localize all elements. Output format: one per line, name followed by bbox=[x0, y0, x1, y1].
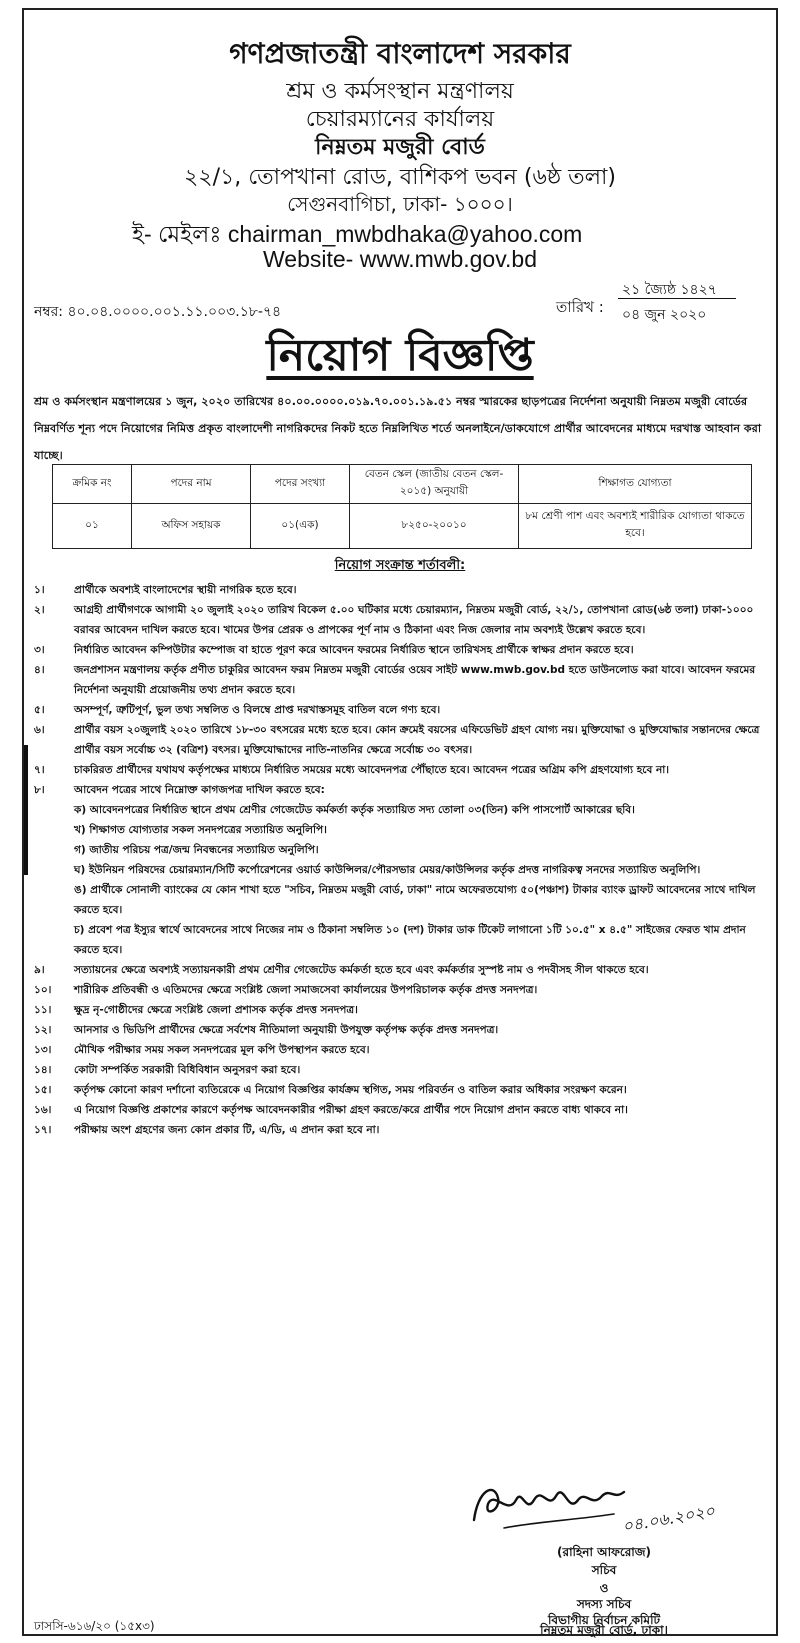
vacancy-table bbox=[52, 464, 752, 549]
ministry-name: শ্রম ও কর্মসংস্থান মন্ত্রণালয় bbox=[286, 79, 514, 104]
term-text bbox=[74, 780, 764, 960]
signature-date: ০৪.০৬.২০২০ bbox=[620, 1501, 717, 1536]
signer-title-2: সদস্য সচিব bbox=[576, 1597, 632, 1611]
list-item bbox=[34, 1060, 764, 1080]
term-number: ১৩। bbox=[34, 1044, 52, 1056]
cell-post-name: অফিস সহায়ক bbox=[132, 504, 251, 549]
date-divider bbox=[618, 298, 736, 299]
list-item bbox=[34, 1100, 764, 1120]
list-item bbox=[34, 760, 764, 780]
address-line-2: সেগুনবাগিচা, ঢাকা- ১০০০। bbox=[287, 192, 513, 216]
footer-reference: ঢাসসি-৬১৬/২০ (১৫x৩) bbox=[34, 1619, 155, 1633]
board-name: নিম্নতম মজুরী বোর্ড bbox=[315, 135, 485, 160]
cell-serial: ০১ bbox=[53, 504, 132, 549]
list-item bbox=[34, 1020, 764, 1040]
list-item bbox=[34, 1120, 764, 1140]
sub-item: চ) প্রবেশ পত্র ইস্যুর স্বার্থে আবেদনের সাথে নিজের নাম ও ঠিকানা সম্বলিত ১০ (দশ) টাকার ডাক টিকেট লাগানো ১টি ১০.৫" x ৪.৫" সাইজের ফেরত খাম প্রদান করতে হবে। bbox=[74, 924, 746, 956]
signer-name: (রাহিনা আফরোজ) bbox=[556, 1545, 651, 1559]
list-item bbox=[34, 960, 764, 980]
term-number: ৭। bbox=[34, 764, 45, 776]
term-number: ১৬। bbox=[34, 1104, 52, 1116]
notice-page bbox=[22, 8, 778, 1636]
list-item bbox=[34, 640, 764, 660]
term-text: মৌখিক পরীক্ষার সময় সকল সনদপত্রের মূল কপি উপস্থাপন করতে হবে। bbox=[74, 1044, 370, 1056]
term-number: ১০। bbox=[34, 984, 52, 996]
term-text: আগ্রহী প্রার্থীগণকে আগামী ২০ জুলাই ২০২০ তারিখ বিকেল ৫.০০ ঘটিকার মধ্যে চেয়ারম্যান, নিম্নতম মজুরী বোর্ড, ২২/১, তোপখানা রোড(৬ষ্ঠ তলা) ঢাকা-১০০০ বরাবর আবেদন দাখিল করতে হবে। খামের উপর প্রেরক ও প্রাপকের পূর্ণ নাম ও ঠিকানা এবং নিজ জেলার নাম অবশ্যই উল্লেখ করতে হবে। bbox=[74, 604, 754, 636]
term-number: ১২। bbox=[34, 1024, 52, 1036]
term-text: জনপ্রশাসন মন্ত্রণালয় কর্তৃক প্রণীত চাকুরির আবেদন ফরম নিম্নতম মজুরী বোর্ডের ওয়েব সাইট www.mwb.gov.bd হতে ডাউনলোড করা যাবে। আবেদন ফরমের নির্দেশনা অনুযায়ী প্রয়োজনীয় তথ্য প্রদান করতে হবে। bbox=[74, 664, 756, 696]
term-number: ১। bbox=[34, 584, 45, 596]
term-text: চাকরিরত প্রার্থীদের যথাযথ কর্তৃপক্ষের মাধ্যমে নির্ধারিত সময়ের মধ্যে আবেদনপত্র পৌঁছাতে হবে। আবেদন পত্রের অগ্রিম কপি গ্রহণযোগ্য হবে না। bbox=[74, 764, 670, 776]
term-number: ৯। bbox=[34, 964, 45, 976]
list-item bbox=[34, 580, 764, 600]
sub-item: ঘ) ইউনিয়ন পরিষদের চেয়ারম্যান/সিটি কর্পোরেশনের ওয়ার্ড কাউন্সিলর/পৌরসভার মেয়র/কাউন্সিলর কর্তৃক প্রদত্ত নাগরিকত্ব সনদের সত্যায়িত অনুলিপি। bbox=[74, 864, 701, 876]
term-number: ৫। bbox=[34, 704, 45, 716]
term-number: ৮। bbox=[34, 784, 45, 796]
list-item bbox=[34, 1040, 764, 1060]
signature-image bbox=[464, 1470, 634, 1540]
sub-item: খ) শিক্ষাগত যোগ্যতার সকল সনদপত্রের সত্যায়িত অনুলিপি। bbox=[74, 824, 327, 836]
sub-item: ক) আবেদনপত্রের নির্ধারিত স্থানে প্রথম শ্রেণীর গেজেটেড কর্মকর্তা কর্তৃক সত্যায়িত সদ্য তোলা ০৩(তিন) কপি পাসপোর্ট আকারের ছবি। bbox=[74, 804, 635, 816]
date-bangla: ২১ জ্যৈষ্ঠ ১৪২৭ bbox=[622, 282, 717, 298]
gov-heading: গণপ্রজাতন্ত্রী বাংলাদেশ সরকার bbox=[229, 37, 571, 70]
sub-item: গ) জাতীয় পরিচয় পত্র/জন্ম নিবন্ধনের সত্যায়িত অনুলিপি। bbox=[74, 844, 319, 856]
cell-pay-scale: ৮২৫০-২০০১০ bbox=[350, 504, 519, 549]
term-text: ক্ষুদ্র নৃ-গোষ্ঠীদের ক্ষেত্রে সংশ্লিষ্ট জেলা প্রশাসক কর্তৃক প্রদত্ত সনদপত্র। bbox=[74, 1004, 358, 1016]
signer-title: সচিব bbox=[591, 1563, 617, 1577]
col-post-count: পদের সংখ্যা bbox=[251, 465, 350, 504]
list-item bbox=[34, 660, 764, 700]
term-number: ৩। bbox=[34, 644, 45, 656]
col-qualification: শিক্ষাগত যোগ্যতা bbox=[519, 465, 752, 504]
col-serial: ক্রমিক নং bbox=[53, 465, 132, 504]
list-item bbox=[34, 720, 764, 760]
terms-heading: নিয়োগ সংক্রান্ত শর্তাবলী: bbox=[334, 558, 466, 573]
table-row bbox=[53, 504, 752, 549]
term-text: শারীরিক প্রতিবন্ধী ও এতিমদের ক্ষেত্রে সংশ্লিষ্ট জেলা সমাজসেবা কার্যালয়ের উপপরিচালক কর্তৃক প্রদত্ত সনদপত্র। bbox=[74, 984, 538, 996]
list-item bbox=[34, 1000, 764, 1020]
scan-edge-mark bbox=[24, 745, 28, 875]
col-post-name: পদের নাম bbox=[132, 465, 251, 504]
signer-org: নিম্নতম মজুরী বোর্ড, ঢাকা। bbox=[540, 1623, 668, 1637]
signature-block bbox=[454, 1470, 774, 1630]
term-text: নির্ধারিত আবেদন কম্পিউটার কম্পোজ বা হাতে পূরণ করে আবেদন ফরমের নির্ধারিত স্থানে তারিখসহ প্রার্থীকে স্বাক্ষর প্রদান করতে হবে। bbox=[74, 644, 634, 656]
memo-number: নম্বর: ৪০.০৪.০০০০.০০১.১১.০০৩.১৮-৭৪ bbox=[34, 304, 282, 320]
terms-list bbox=[34, 580, 764, 1140]
term-text: কর্তৃপক্ষ কোনো কারণ দর্শানো ব্যতিরেকে এ নিয়োগ বিজ্ঞপ্তির কার্যক্রম স্থগিত, সময় পরিবর্তন ও বাতিল করার অধিকার সংরক্ষণ করেন। bbox=[74, 1084, 627, 1096]
date-label: তারিখ : bbox=[556, 298, 604, 316]
address-line-1: ২২/১, তোপখানা রোড, বাশিকপ ভবন (৬ষ্ঠ তলা) bbox=[183, 165, 617, 190]
office-name: চেয়ারম্যানের কার্যালয় bbox=[305, 107, 495, 132]
signer-committee: বিভাগীয় নির্বাচন কমিটি bbox=[547, 1613, 661, 1627]
intro-paragraph: শ্রম ও কর্মসংস্থান মন্ত্রণালয়ের ১ জুন, ২০২০ তারিখের ৪০.০০.০০০০.০১৯.৭০.০০১.১৯.৫১ নম্বর স্মারকের ছাড়পত্রের নির্দেশনা অনুযায়ী নিম্নতম মজুরী বোর্ডের নিম্নবর্ণিত শূন্য পদে নিয়োগের নিমিত্ত প্রকৃত বাংলাদেশী নাগরিকদের নিকট হতে নিম্নলিখিত শর্তে অনলাইনে/ডাকযোগে প্রার্থীর আবেদনের মাধ্যমে দরখাস্ত আহবান করা যাচ্ছে। bbox=[34, 395, 762, 462]
date-english: ০৪ জুন ২০২০ bbox=[622, 307, 707, 323]
term-number: ১৪। bbox=[34, 1064, 52, 1076]
table-header-row bbox=[53, 465, 752, 504]
term-number: ১৭। bbox=[34, 1124, 52, 1136]
term-text: অসম্পূর্ণ, ত্রুটিপূর্ণ, ভুল তথ্য সম্বলিত ও বিলম্বে প্রাপ্ত দরখাস্তসমূহ বাতিল বলে গণ্য হবে। bbox=[74, 704, 441, 716]
term-number: ২। bbox=[34, 604, 45, 616]
term-text: কোটা সম্পর্কিত সরকারী বিধিবিধান অনুসরণ করা হবে। bbox=[74, 1064, 301, 1076]
list-item bbox=[34, 700, 764, 720]
term-text: এ নিয়োগ বিজ্ঞপ্তি প্রকাশের কারণে কর্তৃপক্ষ আবেদনকারীর পরীক্ষা গ্রহণ করতে/করে প্রার্থীর পদে নিয়োগ প্রদান করতে বাধ্য থাকবে না। bbox=[74, 1104, 628, 1116]
sub-item: ঙ) প্রার্থীকে সোনালী ব্যাংকের যে কোন শাখা হতে "সচিব, নিম্নতম মজুরী বোর্ড, ঢাকা" নামে অফেরতযোগ্য ৫০(পঞ্চাশ) টাকার ব্যাংক ড্রাফট আবেদনের সাথে দাখিল করতে হবে। bbox=[74, 884, 756, 916]
term-text: প্রার্থীর বয়স ২০জুলাই ২০২০ তারিখে ১৮-৩০ বৎসরের মধ্যে হতে হবে। কোন ক্রমেই বয়সের এফিডেভিট গ্রহণ যোগ্য নয়। মুক্তিযোদ্ধা ও মুক্তিযোদ্ধার সন্তানদের ক্ষেত্রে প্রার্থীর বয়স সর্বোচ্চ ৩২ (বত্রিশ) বৎসর। মুক্তিযোদ্ধাদের নাতি-নাতনির ক্ষেত্রে সর্বোচ্চ ৩০ বৎসর। bbox=[74, 724, 760, 756]
term-number: ১১। bbox=[34, 1004, 52, 1016]
term-text: সত্যায়নের ক্ষেত্রে অবশ্যই সত্যায়নকারী প্রথম শ্রেণীর গেজেটেড কর্মকর্তা হতে হবে এবং কর্মকর্তার সুস্পষ্ট নাম ও পদবীসহ সীল থাকতে হবে। bbox=[74, 964, 649, 976]
list-item bbox=[34, 1080, 764, 1100]
term-text: আনসার ও ভিডিপি প্রার্থীদের ক্ষেত্রে সর্বশেষ নীতিমালা অনুযায়ী উপযুক্ত কর্তৃপক্ষ কর্তৃক প্রদত্ত সনদপত্র। bbox=[74, 1024, 499, 1036]
email-line: ই- মেইলঃ chairman_mwbdhaka@yahoo.com bbox=[132, 221, 583, 247]
term-number: ১৫। bbox=[34, 1084, 52, 1096]
website-line: Website- www.mwb.gov.bd bbox=[263, 246, 537, 272]
col-pay-scale: বেতন স্কেল (জাতীয় বেতন স্কেল- ২০১৫) অনুযায়ী bbox=[350, 465, 519, 504]
term-text: প্রার্থীকে অবশ্যই বাংলাদেশের স্থায়ী নাগরিক হতে হবে। bbox=[74, 584, 297, 596]
cell-post-count: ০১(এক) bbox=[251, 504, 350, 549]
list-item bbox=[34, 980, 764, 1000]
cell-qualification: ৮ম শ্রেণী পাশ এবং অবশ্যই শারীরিক যোগ্যতা থাকতে হবে। bbox=[519, 504, 752, 549]
list-item bbox=[34, 600, 764, 640]
list-item bbox=[34, 780, 764, 960]
term-lead: আবেদন পত্রের সাথে নিম্নোক্ত কাগজপত্র দাখিল করতে হবে: bbox=[74, 784, 325, 796]
term-number: ৬। bbox=[34, 724, 45, 736]
term-number: ৪। bbox=[34, 664, 45, 676]
term-text: পরীক্ষায় অংশ গ্রহণের জন্য কোন প্রকার টি, এ/ডি, এ প্রদান করা হবে না। bbox=[74, 1124, 380, 1136]
notice-title: নিয়োগ বিজ্ঞপ্তি bbox=[266, 330, 534, 381]
signer-and: ও bbox=[599, 1581, 609, 1595]
